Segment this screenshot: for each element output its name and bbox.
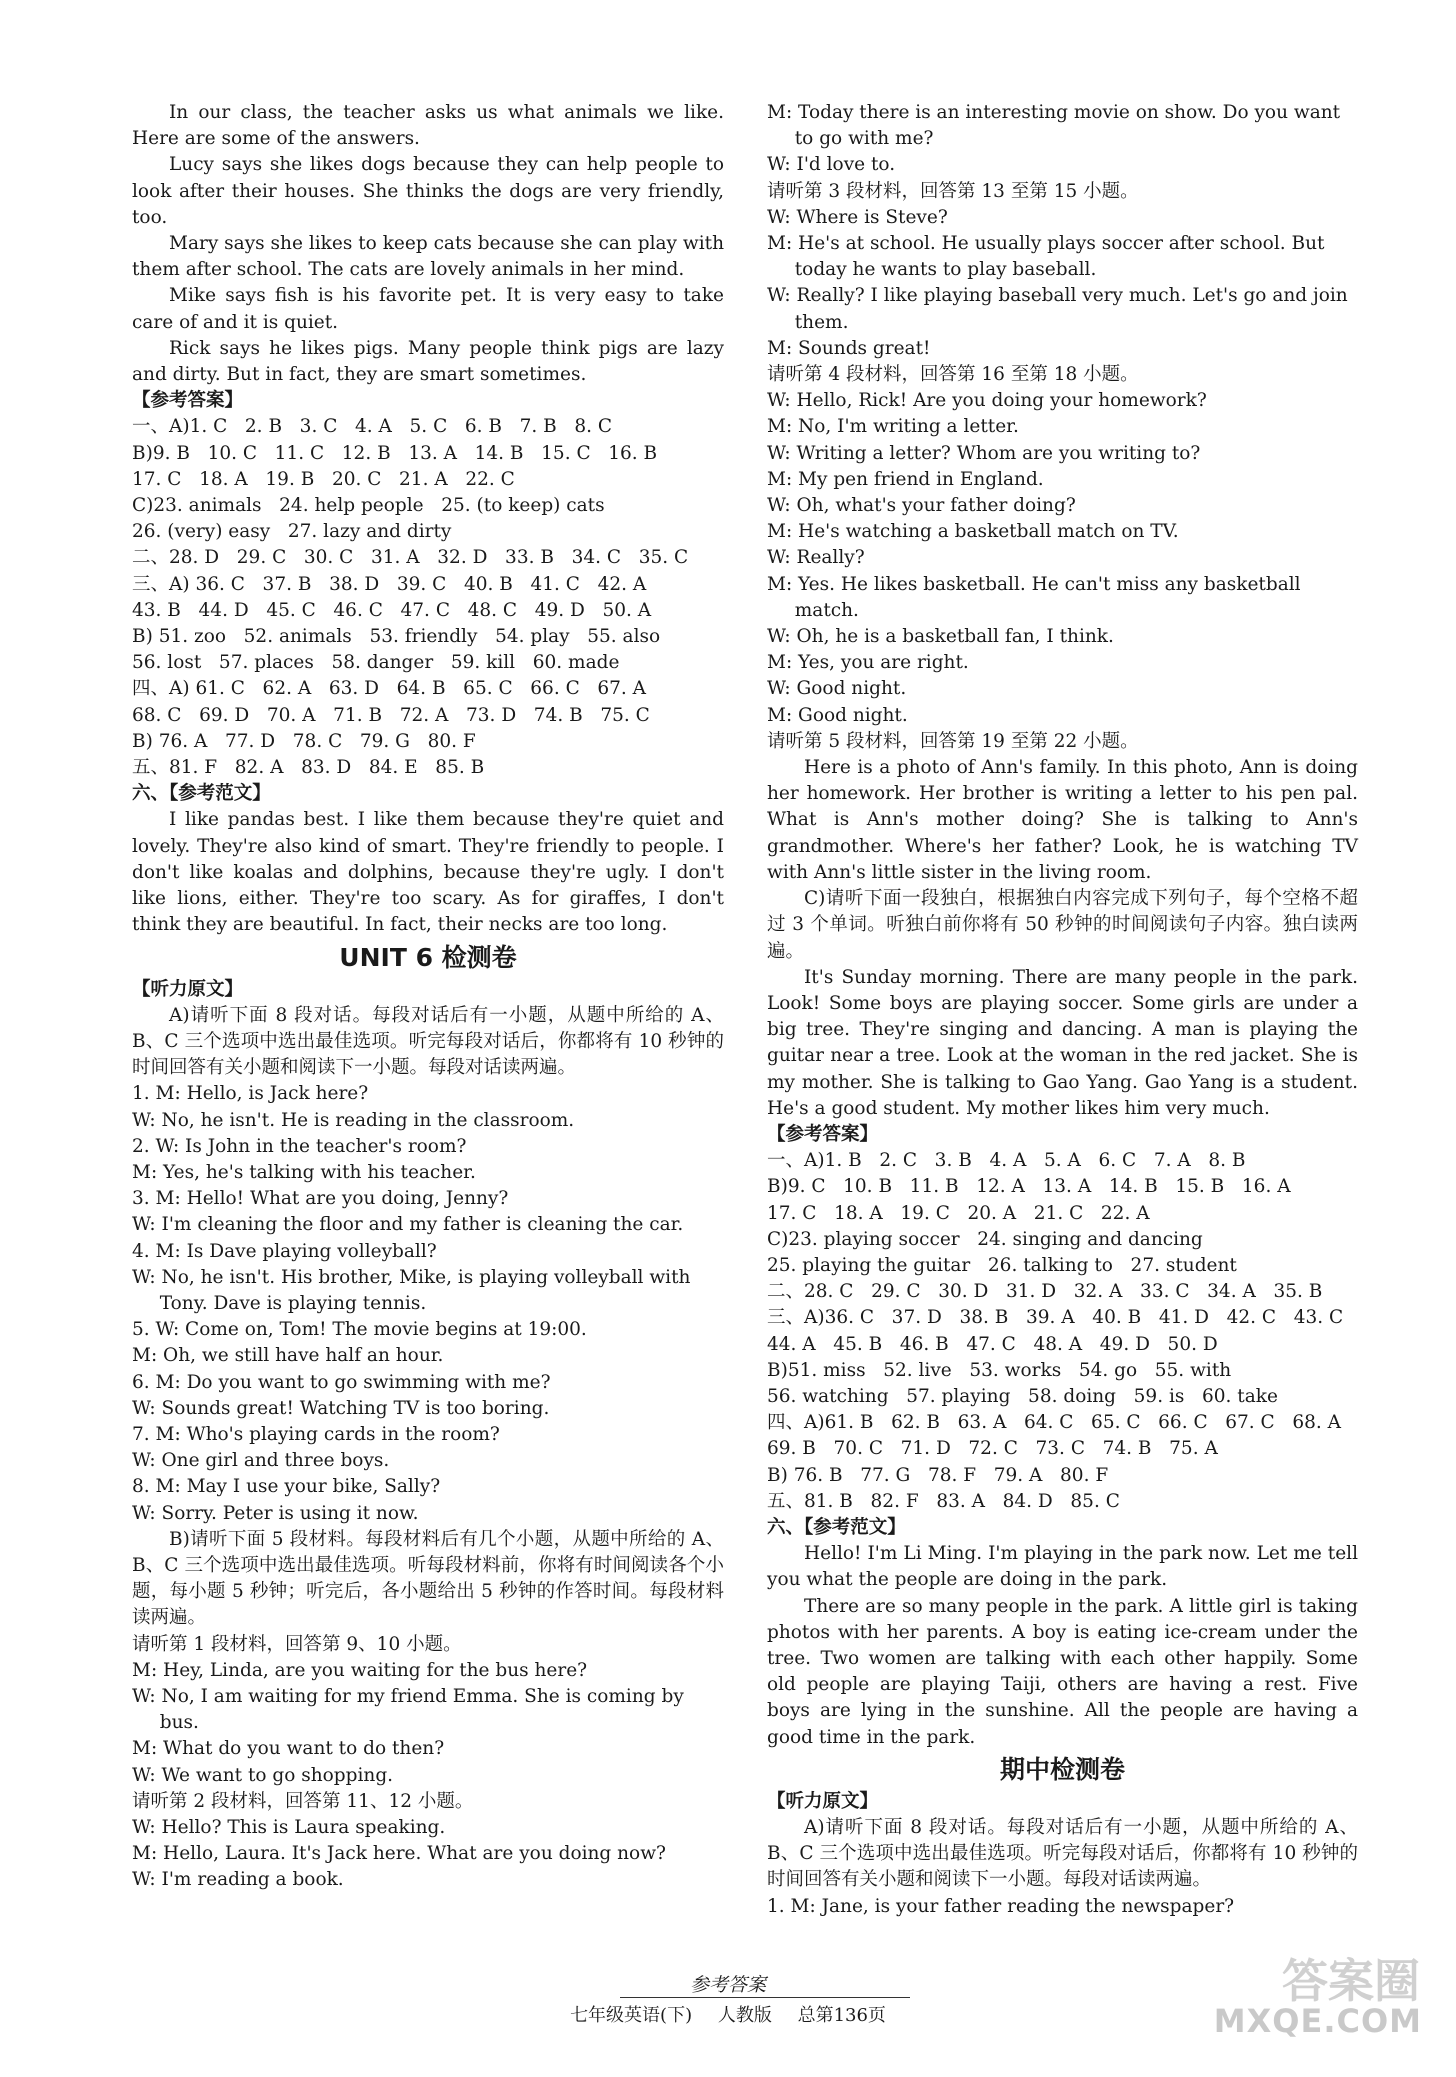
answer-line: 26. (very) easy 27. lazy and dirty (132, 521, 452, 543)
segment-label: 请听第 3 段材料，回答第 13 至第 15 小题。 (767, 180, 1139, 202)
segment-line: W: I'd love to. (767, 154, 896, 176)
dialogue-answer: W: One girl and three boys. (132, 1450, 390, 1472)
segment-line: W: We want to go shopping. (132, 1764, 394, 1786)
answer-line: B)9. C 10. B 11. B 12. A 13. A 14. B 15. B 16. A (767, 1176, 1291, 1198)
segment-label: 请听第 2 段材料，回答第 11、12 小题。 (132, 1790, 474, 1812)
segment-line: M: No, I'm writing a letter. (767, 416, 1019, 438)
answer-line: 17. C 18. A 19. B 20. C 21. A 22. C (132, 468, 515, 490)
intro-paragraph: Mary says she likes to keep cats because she can play with them after school. The cats are lovely animals in her mind. (132, 233, 724, 281)
monologue-text: It's Sunday morning. There are many people in the park. Look! Some boys are playing soccer. Some girls are under a big tree. They're singing and dancing. A man is playing the guitar near a tree. Look at the woman in the red jacket. She is my mother. She is talking to Gao Yang. Gao Yang is a student. He's a good student. My mother likes him very much. (767, 966, 1358, 1119)
watermark-logo: 答案圈 (1282, 1954, 1420, 2008)
answers-label: 【参考答案】 (132, 390, 244, 412)
answer-line: 56. lost 57. places 58. danger 59. kill 60. made (132, 652, 620, 674)
dialogue-answer: W: I'm cleaning the floor and my father is cleaning the car. (132, 1214, 684, 1236)
segment-line: W: Oh, he is a basketball fan, I think. (767, 626, 1114, 648)
segment-line: W: I'm reading a book. (132, 1869, 344, 1891)
watermark-site: MXQE.COM (1213, 2002, 1422, 2040)
answer-line: 69. B 70. C 71. D 72. C 73. C 74. B 75. A (767, 1438, 1218, 1460)
essay-paragraph: Hello! I'm Li Ming. I'm playing in the park now. Let me tell you what the people are doing in the park. (767, 1543, 1358, 1591)
answer-line: B) 51. zoo 52. animals 53. friendly 54. play 55. also (132, 626, 661, 648)
instruction-a: A)请听下面 8 段对话。每段对话后有一小题，从题中所给的 A、B、C 三个选项中选出最佳选项。听完每段对话后，你都将有 10 秒钟的时间回答有关小题和阅读下一小题。每段对话读两遍。 (132, 1004, 724, 1079)
segment-line: M: Hello, Laura. It's Jack here. What are you doing now? (132, 1843, 666, 1865)
answer-line: 四、A)61. B 62. B 63. A 64. C 65. C 66. C 67. C 68. A (767, 1412, 1342, 1434)
dialogue-question: 5. W: Come on, Tom! The movie begins at 19:00. (132, 1319, 587, 1341)
segment-line: M: Yes, you are right. (767, 652, 969, 674)
segment-line: M: Good night. (767, 704, 908, 726)
segment-line: M: Hey, Linda, are you waiting for the bus here? (132, 1659, 588, 1681)
segment-line: W: Really? I like playing baseball very much. Let's go and join them. (767, 285, 1348, 333)
segment-line: W: Hello, Rick! Are you doing your homework? (767, 390, 1207, 412)
unit-title: UNIT 6 检测卷 (339, 942, 517, 972)
segment-line: W: Good night. (767, 678, 907, 700)
footer-divider (620, 1997, 910, 1998)
instruction-a: A)请听下面 8 段对话。每段对话后有一小题，从题中所给的 A、B、C 三个选项中选出最佳选项。听完每段对话后，你都将有 10 秒钟的时间回答有关小题和阅读下一小题。每段对话读两遍。 (767, 1817, 1358, 1891)
segment-label: 请听第 4 段材料，回答第 16 至第 18 小题。 (767, 364, 1139, 386)
segment-line: W: No, I am waiting for my friend Emma. She is coming by bus. (132, 1685, 684, 1734)
answer-line: 17. C 18. A 19. C 20. A 21. C 22. A (767, 1202, 1150, 1224)
segment-line: W: Writing a letter? Whom are you writing to? (767, 442, 1201, 464)
answer-line: 四、A) 61. C 62. A 63. D 64. B 65. C 66. C 67. A (132, 678, 647, 700)
segment-line: M: What do you want to do then? (132, 1738, 445, 1760)
essay-label: 六、【参考范文】 (132, 783, 271, 805)
segment-line: M: My pen friend in England. (767, 468, 1044, 490)
segment-label: 请听第 1 段材料，回答第 9、10 小题。 (132, 1633, 462, 1655)
answer-line: 56. watching 57. playing 58. doing 59. is 60. take (767, 1385, 1278, 1407)
segment-line: M: He's watching a basketball match on TV. (767, 521, 1179, 543)
answer-line: 三、A)36. C 37. D 38. B 39. A 40. B 41. D 42. C 43. C (767, 1307, 1344, 1329)
answer-line: 三、A) 36. C 37. B 38. D 39. C 40. B 41. C 42. A (132, 573, 647, 595)
segment-line: M: Yes. He likes basketball. He can't miss any basketball match. (767, 573, 1301, 621)
segment-line: M: Sounds great! (767, 337, 931, 359)
dialogue-answer: W: Sorry. Peter is using it now. (132, 1502, 419, 1524)
answer-line: 二、28. C 29. C 30. D 31. D 32. A 33. C 34. A 35. B (767, 1281, 1323, 1303)
dialogue-question: 6. M: Do you want to go swimming with me? (132, 1371, 551, 1393)
answer-line: 二、28. D 29. C 30. C 31. A 32. D 33. B 34. C 35. C (132, 547, 689, 569)
essay-paragraph: There are so many people in the park. A little girl is taking photos with her parents. A boy is eating ice-cream under the tree. Two women are talking with each other happily. Some old people are playing Taiji, others are having a rest. Five boys are lying in the sunshine. All the people are having a good time in the park. (767, 1595, 1358, 1748)
dialogue-question: 1. M: Hello, is Jack here? (132, 1083, 369, 1105)
segment-line: M: He's at school. He usually plays soccer after school. But today he wants to play baseball. (767, 233, 1325, 281)
dialogue-question: 3. M: Hello! What are you doing, Jenny? (132, 1188, 509, 1210)
right-column (767, 100, 1358, 1920)
answer-line: 五、81. B 82. F 83. A 84. D 85. C (767, 1490, 1120, 1512)
answer-line: B)51. miss 52. live 53. works 54. go 55. with (767, 1359, 1232, 1381)
dialogue-question: 1. M: Jane, is your father reading the newspaper? (767, 1895, 1235, 1917)
footer-header: 参考答案 (689, 1974, 766, 1996)
segment-line: W: Where is Steve? (767, 206, 948, 228)
answer-line: 25. playing the guitar 26. talking to 27. student (767, 1254, 1237, 1276)
essay-text: I like pandas best. I like them because they're quiet and lovely. They're also kind of smart. They're friendly to people. I don't like koalas and dolphins, because they're ugly. I don't like lions, either. They're too scary. As for giraffes, I don't think they are beautiful. In fact, their necks are too long. (132, 809, 724, 936)
footer-edition: 人教版 (717, 2005, 772, 2026)
dialogue-question: 4. M: Is Dave playing volleyball? (132, 1240, 437, 1262)
midterm-title: 期中检测卷 (999, 1754, 1125, 1784)
footer-grade: 七年级英语(下) (570, 2005, 693, 2026)
segment-line: W: Really? (767, 547, 865, 569)
answer-line: 68. C 69. D 70. A 71. B 72. A 73. D 74. B 75. C (132, 704, 650, 726)
segment-label: 请听第 5 段材料，回答第 19 至第 22 小题。 (767, 730, 1139, 752)
intro-paragraph: Mike says fish is his favorite pet. It is very easy to take care of and it is quiet. (132, 285, 724, 333)
answer-line: C)23. playing soccer 24. singing and dancing (767, 1228, 1203, 1250)
answer-line: B)9. B 10. C 11. C 12. B 13. A 14. B 15. C 16. B (132, 442, 658, 464)
dialogue-question: 8. M: May I use your bike, Sally? (132, 1476, 441, 1498)
instruction-b: B)请听下面 5 段材料。每段材料后有几个小题，从题中所给的 A、B、C 三个选项中选出最佳选项。听每段材料前，你将有时间阅读各个小题，每小题 5 秒钟；听完后，各小题给出 5 秒钟的作答时间。每段材料读两遍。 (132, 1528, 724, 1629)
answer-line: 43. B 44. D 45. C 46. C 47. C 48. C 49. D 50. A (132, 599, 652, 621)
instruction-c: C)请听下面一段独白，根据独白内容完成下列句子，每个空格不超过 3 个单词。听独白前你将有 50 秒钟的时间阅读句子内容。独白读两遍。 (767, 888, 1358, 962)
answer-line: 一、A)1. B 2. C 3. B 4. A 5. A 6. C 7. A 8. B (767, 1150, 1246, 1172)
essay-label: 六、【参考范文】 (767, 1516, 906, 1538)
answer-line: B) 76. A 77. D 78. C 79. G 80. F (132, 730, 476, 752)
answer-line: C)23. animals 24. help people 25. (to keep) cats (132, 495, 605, 517)
answer-line: 五、81. F 82. A 83. D 84. E 85. B (132, 757, 485, 779)
answers-label: 【参考答案】 (767, 1123, 879, 1145)
segment-line: W: Oh, what's your father doing? (767, 495, 1076, 517)
intro-paragraph: In our class, the teacher asks us what animals we like. Here are some of the answers. (132, 102, 724, 150)
dialogue-answer: W: Sounds great! Watching TV is too boring. (132, 1397, 550, 1419)
dialogue-answer: M: Yes, he's talking with his teacher. (132, 1161, 476, 1183)
intro-paragraph: Lucy says she likes dogs because they can help people to look after their houses. She thinks the dogs are very friendly, too. (132, 154, 724, 228)
listening-label: 【听力原文】 (132, 978, 244, 1000)
segment-paragraph: Here is a photo of Ann's family. In this photo, Ann is doing her homework. Her brother is writing a letter to his pen pal. What is Ann's mother doing? She is talking to Ann's grandmother. Where's her father? Look, he is watching TV with Ann's little sister in the living room. (767, 757, 1358, 883)
answer-line: 一、A)1. C 2. B 3. C 4. A 5. C 6. B 7. B 8. C (132, 416, 613, 438)
segment-line: M: Today there is an interesting movie on show. Do you want to go with me? (767, 102, 1341, 150)
answer-line: 44. A 45. B 46. B 47. C 48. A 49. D 50. D (767, 1333, 1218, 1355)
dialogue-answer: M: Oh, we still have half an hour. (132, 1345, 444, 1367)
dialogue-question: 2. W: Is John in the teacher's room? (132, 1135, 467, 1157)
dialogue-answer: W: No, he isn't. His brother, Mike, is playing volleyball with Tony. Dave is playing tennis. (132, 1266, 691, 1314)
segment-line: W: Hello? This is Laura speaking. (132, 1817, 446, 1838)
answer-line: B) 76. B 77. G 78. F 79. A 80. F (767, 1464, 1109, 1486)
footer-page-number: 总第136页 (797, 2005, 886, 2026)
dialogue-answer: W: No, he isn't. He is reading in the classroom. (132, 1109, 575, 1131)
listening-label: 【听力原文】 (767, 1790, 879, 1812)
dialogue-question: 7. M: Who's playing cards in the room? (132, 1423, 500, 1445)
intro-paragraph: Rick says he likes pigs. Many people think pigs are lazy and dirty. But in fact, they are smart sometimes. (132, 337, 724, 386)
left-column (132, 100, 724, 1894)
